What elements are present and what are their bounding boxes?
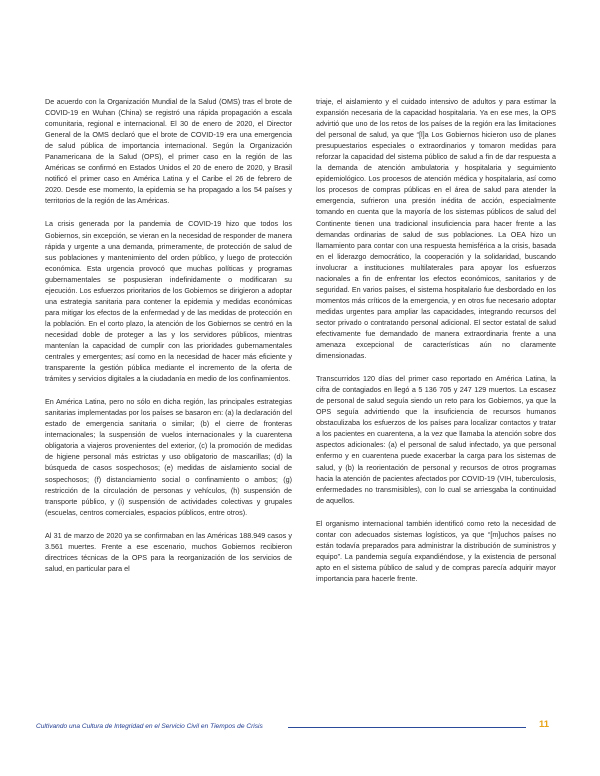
paragraph: De acuerdo con la Organización Mundial de la Salud (OMS) tras el brote de COVID-19 en Wuhan (China) se registró una rápida propagación a escala comunitaria, regional e internacional. El 30 de enero de 2020, el Director General de la OMS declaró que el brote de COVID-19 era una emergencia de salud pública de importancia internacional. Según la Organización Panamericana de la Salud (OPS), el primer caso en la región de las Américas se confirmó en Estados Unidos el 20 de enero de 2020, y Brasil notificó el primer caso en América Latina y el Caribe el 26 de febrero de 2020. Desde ese momento, la epidemia se ha propagado a los 54 países y territorios de la región de las Américas. (45, 97, 292, 206)
paragraph: triaje, el aislamiento y el cuidado intensivo de adultos y para estimar la expansión necesaria de la capacidad hospitalaria. Ya en ese mes, la OPS advirtió que uno de los retos de los países de la región era las limitaciones del personal de salud, ya que “[l]a Los Gobiernos hicieron uso de planes presupuestarios especiales o extraordinarios y tomaron medidas para reforzar la capacidad del sistema público de salud a fin de dar respuesta a la demanda de atención ambulatoria y hospitalaria y seguimiento epidemiológico. Los procesos de atención médica y hospitalaria, así como los procesos de compras públicas en el área de salud para atender la emergencia, sufrieron una presión inédita de acción, especialmente tomando en cuenta que la mayoría de los sistemas públicos de salud del Continente tienen una tradicional insuficiencia para hacer frente a las demandas ordinarias de salud de sus poblaciones. La OEA hizo un llamamiento para contar con una respuesta hemisférica a la crisis, basada en el liderazgo democrático, la cooperación y la solidaridad, buscando involucrar a instituciones multilaterales para apoyar los esfuerzos nacionales a fin de enfrentar los efectos económicos, sanitarios y de seguridad. En varios países, el sistema hospitalario fue desbordado en los momentos más críticos de la emergencia, y en otros fue necesario adoptar medidas urgentes para ampliar las capacidades, integrando recursos del sector privado o contratando personal adicional. El sector estatal de salud efectivamente fue demandado de manera extraordinaria frente a una amenaza excepcional de características aún no claramente dimensionadas. (316, 97, 556, 361)
page-number: 11 (539, 719, 550, 730)
paragraph: En América Latina, pero no sólo en dicha región, las principales estrategias sanitarias implementadas por los países se basaron en: (a) la declaración del estado de emergencia sanitaria o similar; (b) el cierre de fronteras internacionales; la suspensión de vuelos internacionales y la cuarentena obligatoria a viajeros provenientes del exterior, (c) la promoción de medidas de higiene personal más estrictas y uso obligatorio de mascarillas; (d) la búsqueda de casos sospechosos; (e) medidas de aislamiento social de sospechosos; (f) distanciamiento social o confinamiento o ambos; (g) restricción de la circulación de personas y vehículos, (h) suspensión de transporte público, y (i) suspensión de actividades colectivas y grupales (escuelas, centros comerciales, espacios públicos, entre otros). (45, 397, 292, 517)
right-column (316, 96, 556, 596)
left-column (45, 96, 292, 586)
paragraph: El organismo internacional también identificó como reto la necesidad de contar con adecuados sistemas logísticos, ya que “[m]uchos países no están todavía preparados para administrar la distribución de suministros y equipo”. La pandemia seguía expandiéndose, y la existencia de personal apto en el sistema público de salud y de compras parecía adquirir mayor importancia para hacerle frente. (316, 518, 556, 583)
footer-divider (288, 727, 526, 728)
paragraph: Transcurridos 120 días del primer caso reportado en América Latina, la cifra de contagiados en llegó a 5 136 705 y 247 129 muertos. La escasez de personal de salud seguía siendo un reto para los Gobiernos, ya que la OPS seguía advirtiendo que la insuficiencia de recursos humanos obstaculizaba los esfuerzos de los países para localizar contactos y tratar a los pacientes en cuarentena, a la vez que llamaba la atención sobre dos aspectos adicionales: (a) el personal de salud infectado, ya que personal enfermo y en cuarentena puede exacerbar la carga para los sistemas de salud, y (b) la reorientación de personal y recursos de otros programas hacia la atención de pacientes afectados por COVID-19 (VIH, tuberculosis, enfermedades no transmisibles), con lo cual se arriesgaba la continuidad de aquellos. (316, 374, 556, 505)
footer-title: Cultivando una Cultura de Integridad en el Servicio Civil en Tiempos de Crisis (36, 723, 263, 730)
paragraph: Al 31 de marzo de 2020 ya se confirmaban en las Américas 188.949 casos y 3.561 muertes. Frente a ese escenario, muchos Gobiernos recibieron directrices técnicas de la OPS para la reorganización de los servicios de salud, en particular para el (45, 530, 292, 573)
paragraph: La crisis generada por la pandemia de COVID-19 hizo que todos los Gobiernos, sin excepción, se vieran en la necesidad de responder de manera rápida y urgente a una demanda, primeramente, de protección de salud de sus poblaciones y mantenimiento del orden público, y luego de protección económica. Esta urgencia provocó que muchas políticas y programas gubernamentales se pospusieran indefinidamente o modificaran su ejecución. Los esfuerzos prioritarios de los Gobiernos se dirigieron a adoptar una estrategia sanitaria para contener la epidemia y medidas económicas para mitigar los efectos de la enfermedad y de las medidas de protección en la población. En el corto plazo, la atención de los Gobiernos se centró en la necesidad doble de proteger a las y los servidores públicos, mientras mantenían la capacidad de cumplir con las prioridades gubernamentales centrales y emergentes; así como en la necesidad de hacer más eficiente y transparente la gestión pública mediante el incremento de la oferta de trámites y servicios digitales a la ciudadanía en medio de los confinamientos. (45, 219, 292, 384)
